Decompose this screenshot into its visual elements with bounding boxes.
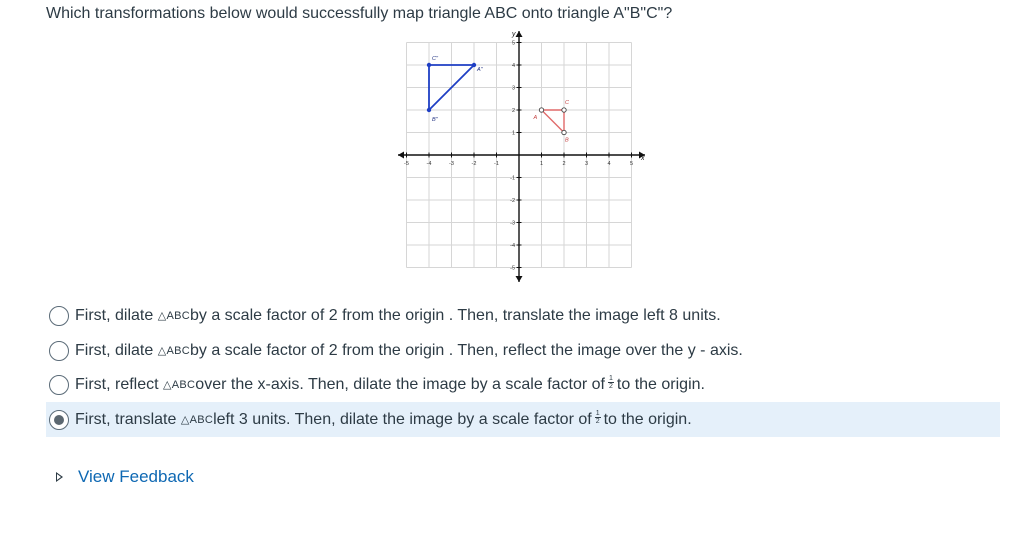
x-axis-label: x <box>641 155 645 162</box>
triangle-label: △ABC <box>163 379 196 391</box>
answer-text-tail: to the origin. <box>603 410 692 428</box>
vertex-label: C <box>565 100 569 106</box>
answer-text-after: by a scale factor of 2 from the origin . Then, reflect the image over the y - axis. <box>189 341 743 359</box>
radio-button[interactable] <box>49 306 69 326</box>
triangle-abc-outline <box>542 110 565 133</box>
fraction-denominator: 2 <box>595 418 600 425</box>
answer-text-before: First, translate <box>75 410 177 428</box>
vertex-label: A <box>533 115 538 121</box>
view-feedback-label: View Feedback <box>78 467 194 486</box>
fraction <box>608 375 614 390</box>
radio-button[interactable] <box>49 375 69 395</box>
triangle-label: △ABC <box>157 345 190 357</box>
radio-button-selected[interactable] <box>49 410 69 430</box>
y-axis-arrow-down <box>516 276 523 282</box>
triangle-image-vertex <box>472 63 476 67</box>
triangle-label: △ABC <box>180 414 214 426</box>
answer-text-tail: to the origin. <box>616 375 705 393</box>
y-tick-label: 1 <box>511 130 515 137</box>
vertex-label: B" <box>432 117 438 123</box>
x-tick-label: 1 <box>539 161 544 167</box>
x-tick-label: -2 <box>471 161 477 167</box>
vertex-label: B <box>565 137 569 144</box>
triangle-abc-vertex <box>562 130 566 134</box>
y-tick-label: 5 <box>511 40 515 47</box>
y-tick-label: 3 <box>511 85 515 92</box>
y-tick-label: 2 <box>511 108 515 114</box>
answer-text-before: First, reflect <box>75 375 159 393</box>
fraction <box>595 410 601 425</box>
radio-button[interactable] <box>49 341 69 361</box>
x-tick-label: -3 <box>449 161 454 167</box>
answer-option-2[interactable] <box>46 333 1000 368</box>
y-axis-label: y <box>512 31 516 38</box>
answer-text-before: First, dilate <box>75 306 154 324</box>
y-tick-label: -5 <box>510 265 515 272</box>
view-feedback-link[interactable] <box>56 467 194 487</box>
question-text: Which transformations below would successfully map triangle ABC onto triangle A"B"C"? <box>46 5 673 22</box>
coordinate-graph <box>396 28 648 286</box>
vertex-label: A" <box>477 67 483 73</box>
triangle-image-vertex <box>427 108 431 112</box>
vertex-label: C" <box>432 56 438 62</box>
triangle-abc-vertex <box>539 108 543 112</box>
x-tick-label: 5 <box>629 161 634 167</box>
y-axis-arrow-up <box>516 31 523 37</box>
x-tick-label: 3 <box>584 161 589 167</box>
fraction-numerator: 1 <box>595 410 600 417</box>
answer-option-4[interactable] <box>46 402 1000 437</box>
caret-right-icon <box>56 472 63 482</box>
x-axis-arrow-left <box>398 152 404 159</box>
answer-option-3[interactable] <box>46 367 1000 402</box>
fraction-numerator: 1 <box>609 375 613 382</box>
y-tick-label: -3 <box>510 220 515 227</box>
answer-text-after: over the x-axis. Then, dilate the image by a scale factor of <box>195 375 605 393</box>
coordinate-graph-svg <box>396 28 648 286</box>
answer-text-after: by a scale factor of 2 from the origin . Then, translate the image left 8 units. <box>189 306 721 324</box>
answer-text-after: left 3 units. Then, dilate the image by a scale factor of <box>213 410 592 428</box>
answer-option-1[interactable] <box>46 298 1000 333</box>
triangle-label: △ABC <box>157 310 190 322</box>
x-tick-label: -5 <box>404 161 409 167</box>
triangle-image-vertex <box>427 63 431 67</box>
y-tick-label: -2 <box>510 198 515 204</box>
x-tick-label: -4 <box>426 161 432 167</box>
fraction-denominator: 2 <box>609 383 613 390</box>
y-tick-label: -1 <box>510 175 515 182</box>
y-tick-label: -4 <box>510 243 515 249</box>
answer-text-before: First, dilate <box>75 341 154 359</box>
x-tick-label: -1 <box>494 161 499 167</box>
x-tick-label: 4 <box>607 161 611 167</box>
y-tick-label: 4 <box>511 63 515 69</box>
x-tick-label: 2 <box>562 161 566 167</box>
triangle-abc-vertex <box>562 108 566 112</box>
